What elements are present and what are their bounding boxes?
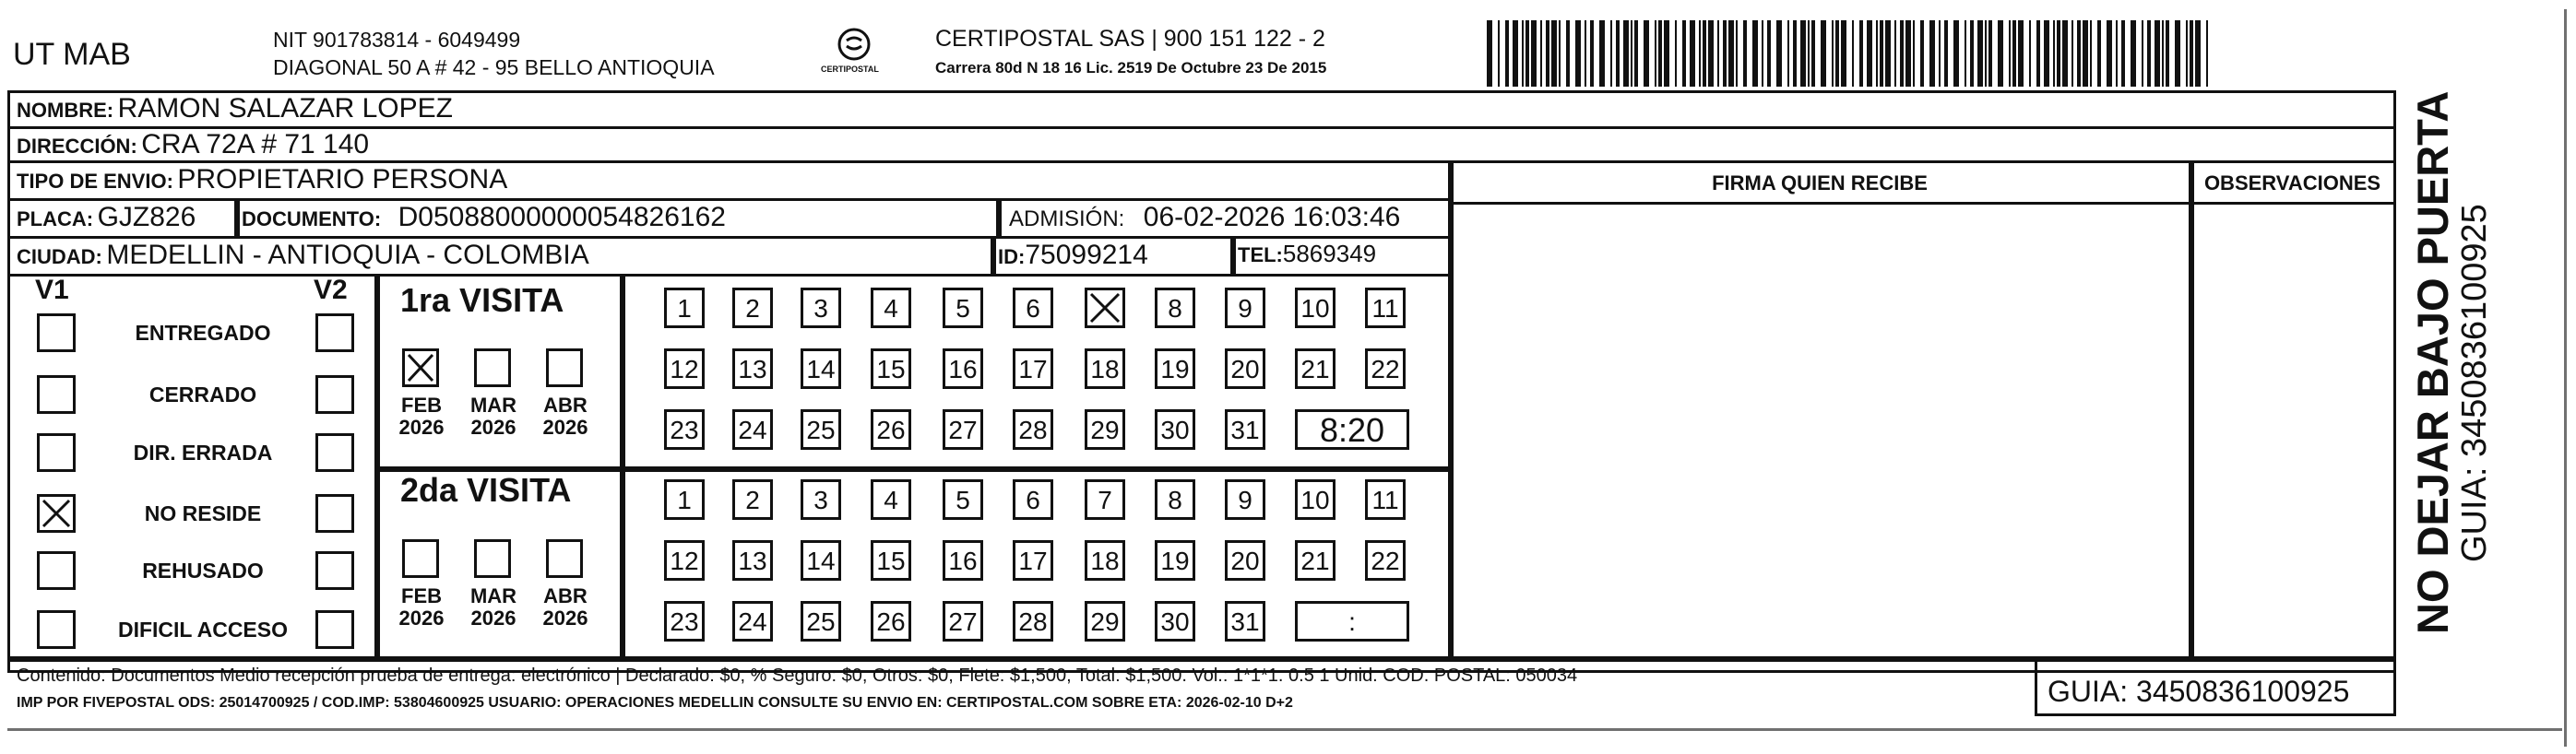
day-number: 5 [956,486,970,514]
day-number: 12 [670,547,699,575]
day-number: 18 [1090,355,1120,383]
day-number: 4 [884,486,898,514]
day-number: 31 [1230,607,1260,636]
day-number: 25 [806,607,836,636]
day-cell[interactable] [1225,479,1265,520]
day-number: 29 [1090,607,1120,636]
status-label: CERRADO [148,383,257,406]
second-visit-title: 2da VISITA [400,471,572,509]
day-number: 1 [677,486,692,514]
id-field: ID:75099214 [998,240,1148,270]
day-cell[interactable] [801,348,841,389]
day-number: 16 [948,355,978,383]
day-cell[interactable] [1295,288,1335,328]
documento-field: DOCUMENTO: D05088000000054826162 [242,202,726,232]
day-number: 23 [670,416,699,444]
day-cell[interactable] [1085,409,1125,450]
day-number: 27 [948,607,978,636]
day-cell[interactable] [1295,479,1335,520]
day-cell[interactable] [1085,288,1125,328]
month-checkbox[interactable] [546,348,583,387]
x-mark-icon [40,497,73,530]
day-cell[interactable] [732,348,773,389]
x-mark-icon [1087,290,1122,325]
day-number: 22 [1371,355,1400,383]
day-cell[interactable] [1085,348,1125,389]
month-checkbox[interactable] [402,348,439,387]
day-number: 27 [948,416,978,444]
day-cell[interactable] [664,540,705,581]
day-number: 11 [1371,294,1399,323]
barcode [1487,20,2215,87]
status-v1-checkbox[interactable] [37,494,76,533]
day-cell[interactable] [1225,288,1265,328]
company-address: DIAGONAL 50 A # 42 - 95 BELLO ANTIOQUIA [273,55,715,79]
first-visit-title: 1ra VISITA [400,281,564,319]
day-number: 17 [1018,355,1048,383]
day-cell[interactable] [732,540,773,581]
company-nit: NIT 901783814 - 6049499 [273,28,521,52]
day-number: 24 [738,416,767,444]
day-number: 16 [948,547,978,575]
tipo-field: TIPO DE ENVIO: PROPIETARIO PERSONA [17,164,508,194]
day-number: 25 [806,416,836,444]
day-cell[interactable] [871,409,911,450]
day-number: 19 [1160,547,1190,575]
day-cell[interactable] [664,409,705,450]
edge-line [2564,9,2567,747]
divider [234,198,240,239]
day-cell[interactable] [871,601,911,642]
day-cell[interactable] [943,540,983,581]
day-cell[interactable] [1085,601,1125,642]
status-v2-checkbox[interactable] [315,313,354,352]
day-number: 26 [876,416,906,444]
day-cell[interactable] [871,540,911,581]
observaciones-area[interactable] [2191,205,2394,656]
day-cell[interactable] [801,540,841,581]
month-label: MAR 2026 [469,584,517,630]
status-v2-checkbox[interactable] [315,494,354,533]
day-number: 9 [1238,486,1252,514]
day-cell[interactable] [732,601,773,642]
month-checkbox[interactable] [402,539,439,578]
placa-field: PLACA: GJZ826 [17,202,196,232]
edge-line [7,728,2562,731]
divider [1230,236,1236,277]
day-number: 10 [1300,294,1330,323]
carrier-name: CERTIPOSTAL SAS | 900 151 122 - 2 [935,26,1325,52]
status-v2-checkbox[interactable] [315,375,354,414]
divider [991,236,996,277]
day-number: 21 [1300,355,1330,383]
status-v2-checkbox[interactable] [315,610,354,649]
day-cell[interactable] [871,288,911,328]
month-label: FEB 2026 [398,584,445,630]
day-cell[interactable] [1155,288,1195,328]
day-cell[interactable] [1155,409,1195,450]
day-cell[interactable] [1225,348,1265,389]
direccion-field: DIRECCIÓN: CRA 72A # 71 140 [17,129,370,159]
day-cell[interactable] [801,288,841,328]
day-cell[interactable] [1013,479,1053,520]
day-number: 3 [813,294,828,323]
status-label: NO RESIDE [144,501,262,525]
company-name: UT MAB [13,37,131,72]
firma-area[interactable] [1451,205,2189,656]
side-guia: GUIA: 3450836100925 [2455,204,2494,562]
day-cell[interactable] [1155,540,1195,581]
day-number: 18 [1090,547,1120,575]
day-number: 28 [1018,607,1048,636]
day-cell[interactable] [732,409,773,450]
day-number: 20 [1230,355,1260,383]
day-number: 19 [1160,355,1190,383]
firma-label: FIRMA QUIEN RECIBE [1712,171,1928,194]
day-cell[interactable] [1365,288,1406,328]
status-v1-checkbox[interactable] [37,433,76,472]
day-cell[interactable] [943,409,983,450]
tel-field: TEL:5869349 [1238,240,1377,267]
day-number: 3 [813,486,828,514]
month-label: MAR 2026 [469,394,517,439]
day-number: 24 [738,607,767,636]
day-cell[interactable] [943,479,983,520]
day-number: 2 [745,486,760,514]
month-checkbox[interactable] [474,348,511,387]
time-field[interactable]: : [1295,601,1409,642]
status-v1-checkbox[interactable] [37,551,76,590]
x-mark-icon [405,351,436,384]
day-number: 23 [670,607,699,636]
day-cell[interactable] [732,479,773,520]
day-cell[interactable] [1225,540,1265,581]
day-cell[interactable] [1085,540,1125,581]
status-label: ENTREGADO [135,321,271,345]
status-v1-checkbox[interactable] [37,610,76,649]
status-label: REHUSADO [142,559,264,583]
day-cell[interactable] [1365,348,1406,389]
day-cell[interactable] [943,601,983,642]
time-field[interactable]: 8:20 [1295,409,1409,450]
divider [996,198,1002,239]
status-v1-checkbox[interactable] [37,375,76,414]
day-cell[interactable] [732,288,773,328]
footer-print-info: IMP POR FIVEPOSTAL ODS: 25014700925 / COD.IMP: 53804600925 USUARIO: OPERACIONES MEDELLIN CONSULTE SU ENVIO EN: CERTIPOSTAL.COM SOBRE ETA: 2026-02-10 D+2 [17,695,1293,711]
day-cell[interactable] [664,601,705,642]
day-cell[interactable] [1365,479,1406,520]
day-number: 28 [1018,416,1048,444]
day-cell[interactable] [1295,540,1335,581]
day-cell[interactable] [1013,409,1053,450]
status-v2-checkbox[interactable] [315,433,354,472]
day-cell[interactable] [1365,540,1406,581]
ciudad-field: CIUDAD: MEDELLIN - ANTIOQUIA - COLOMBIA [17,240,589,270]
day-number: 22 [1371,547,1400,575]
day-cell[interactable] [1013,288,1053,328]
day-number: 30 [1160,607,1190,636]
day-cell[interactable] [1225,601,1265,642]
day-cell[interactable] [943,288,983,328]
day-cell[interactable] [1085,479,1125,520]
admision-field: ADMISIÓN: 06-02-2026 16:03:46 [1009,202,1401,232]
day-number: 14 [806,547,836,575]
month-checkbox[interactable] [546,539,583,578]
day-cell[interactable] [664,288,705,328]
day-cell[interactable] [1155,348,1195,389]
day-number: 9 [1238,294,1252,323]
day-cell[interactable] [1013,601,1053,642]
day-number: 26 [876,607,906,636]
day-number: 21 [1300,547,1330,575]
footer-content: Contenido: Documentos Medio recepción prueba de entrega: electrónico | Declarado: $0, % Seguro: $0, Otros: $0, Flete: $1,500, Total: $1,500. Vol.: 1*1*1. 0.5 1 Unid. COD. POSTAL: 050034 [17,666,1578,686]
day-cell[interactable] [1295,348,1335,389]
day-number: 14 [806,355,836,383]
day-number: 17 [1018,547,1048,575]
day-number: 1 [677,294,692,323]
day-cell[interactable] [1155,479,1195,520]
day-number: 13 [738,355,767,383]
day-cell[interactable] [1013,348,1053,389]
day-number: 30 [1160,416,1190,444]
month-label: FEB 2026 [398,394,445,439]
carrier-license: Carrera 80d N 18 16 Lic. 2519 De Octubre 23 De 2015 [935,59,1327,77]
day-number: 11 [1371,486,1399,514]
day-number: 15 [876,355,906,383]
side-notice: NO DEJAR BAJO PUERTA [2408,90,2457,634]
day-cell[interactable] [801,409,841,450]
status-v2-checkbox[interactable] [315,551,354,590]
status-label: DIR. ERRADA [133,441,273,465]
day-number: 15 [876,547,906,575]
day-cell[interactable] [664,479,705,520]
day-number: 6 [1026,486,1040,514]
day-number: 12 [670,355,699,383]
day-cell[interactable] [871,479,911,520]
status-label: DIFICIL ACCESO [117,618,288,642]
day-cell[interactable] [943,348,983,389]
status-v1-checkbox[interactable] [37,313,76,352]
day-number: 31 [1230,416,1260,444]
v2-label: V2 [314,275,348,305]
day-number: 8 [1168,294,1182,323]
day-number: 2 [745,294,760,323]
day-cell[interactable] [1225,409,1265,450]
day-number: 20 [1230,547,1260,575]
day-number: 4 [884,294,898,323]
day-cell[interactable] [801,479,841,520]
day-cell[interactable] [871,348,911,389]
day-cell[interactable] [1013,540,1053,581]
day-number: 6 [1026,294,1040,323]
observaciones-label: OBSERVACIONES [2203,171,2381,194]
day-number: 5 [956,294,970,323]
nombre-field: NOMBRE: RAMON SALAZAR LOPEZ [17,93,453,124]
day-cell[interactable] [801,601,841,642]
month-label: ABR 2026 [542,584,588,630]
day-number: 13 [738,547,767,575]
month-checkbox[interactable] [474,539,511,578]
day-number: 29 [1090,416,1120,444]
day-number: 10 [1300,486,1330,514]
month-label: ABR 2026 [542,394,588,439]
day-cell[interactable] [1155,601,1195,642]
day-number: 7 [1098,486,1112,514]
guia-number: GUIA: 3450836100925 [2048,675,2350,708]
day-cell[interactable] [664,348,705,389]
v1-label: V1 [35,275,69,305]
certipostal-logo [819,26,893,81]
day-number: 8 [1168,486,1182,514]
logo-text: CERTIPOSTAL [821,65,879,74]
